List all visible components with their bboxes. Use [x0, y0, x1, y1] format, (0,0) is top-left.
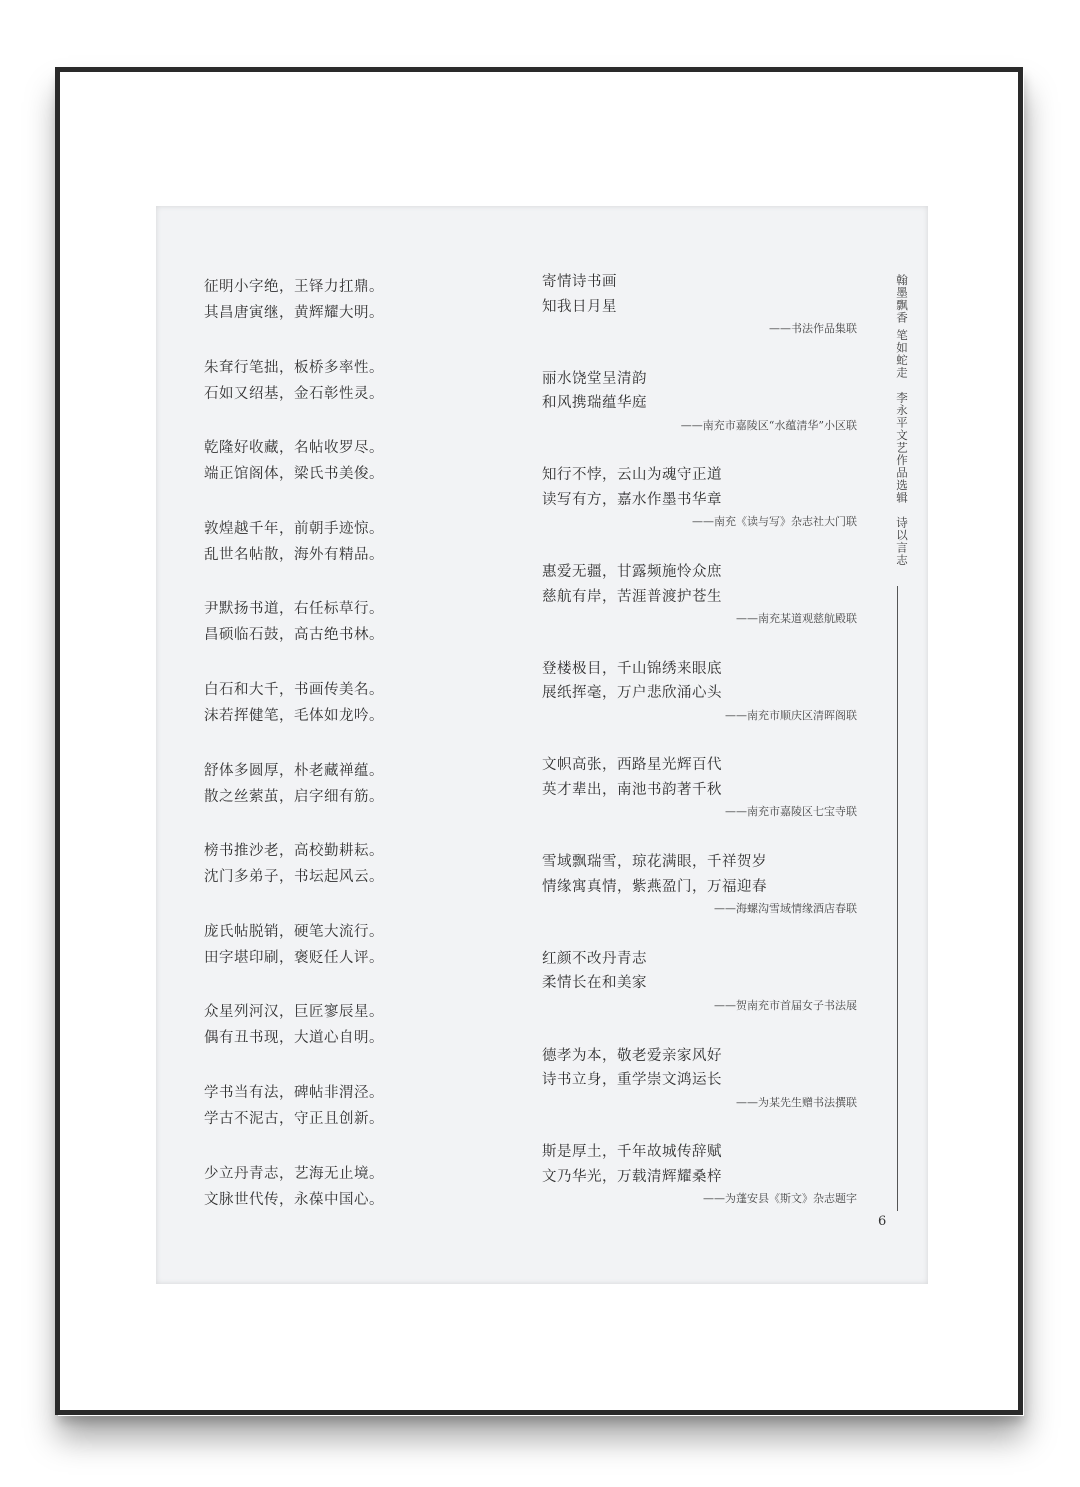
- poem-stanza: [204, 596, 504, 677]
- poem-stanza: [204, 758, 504, 839]
- poem-line: 尹默扬书道，右任标草行。: [204, 601, 384, 618]
- couplet-line: 德孝为本，敬老爱亲家风好: [542, 1047, 722, 1064]
- poem-stanza: [204, 435, 504, 516]
- couplet-line: 文帜高张，西路星光辉百代: [542, 757, 722, 774]
- poem-line: 乱世名帖散，海外有精品。: [204, 546, 384, 563]
- couplet-entry: [542, 367, 857, 464]
- poem-line: 征明小字绝，王铎力扛鼎。: [204, 279, 384, 295]
- poem-column: [204, 274, 504, 1241]
- poem-stanza: [204, 516, 504, 597]
- couplet-entry: [542, 270, 857, 367]
- poem-line: 沫若挥健笔，毛体如龙吟。: [204, 707, 384, 724]
- poem-line: 学古不泥古，守正且创新。: [204, 1110, 384, 1127]
- picture-frame: [55, 67, 1023, 1415]
- couplet-entry: [542, 463, 857, 560]
- couplet-line: 知行不悖，云山为魂守正道: [542, 467, 722, 484]
- couplet-attribution: ——南充某道观慈航殿联: [736, 612, 857, 626]
- poem-line: 石如又绍基，金石彰性灵。: [204, 385, 384, 402]
- couplet-attribution: ——书法作品集联: [769, 322, 857, 335]
- couplet-attribution: ——为蓬安县《斯文》杂志题字: [703, 1192, 857, 1206]
- couplet-line: 知我日月星: [542, 298, 617, 315]
- couplet-attribution: ——南充市嘉陵区“水蕴清华”小区联: [680, 418, 857, 432]
- couplet-line: 读写有方，嘉水作墨书华章: [542, 491, 722, 508]
- poem-line: 众星列河汉，巨匠寥辰星。: [204, 1004, 384, 1021]
- couplet-line: 英才辈出，南池书韵著千秋: [542, 781, 722, 798]
- couplet-column: [542, 270, 857, 1237]
- poem-line: 沈门多弟子，书坛起风云。: [204, 869, 384, 886]
- poem-stanza: [204, 838, 504, 919]
- couplet-attribution: ——海螺沟雪域情缘酒店春联: [714, 902, 857, 916]
- couplet-attribution: ——贺南充市首届女子书法展: [714, 998, 857, 1012]
- poem-line: 庞氏帖脱销，硬笔大流行。: [204, 923, 384, 940]
- couplet-line: 诗书立身，重学崇文鸿运长: [542, 1072, 722, 1088]
- page-number: 6: [878, 1214, 887, 1229]
- poem-line: 其昌唐寅继，黄辉耀大明。: [204, 305, 384, 321]
- poem-line: 舒体多圆厚，朴老藏禅蕴。: [204, 762, 384, 779]
- poem-line: 少立丹青志，艺海无止境。: [204, 1165, 384, 1182]
- couplet-entry: [542, 947, 857, 1044]
- poem-stanza: [204, 1161, 504, 1242]
- poem-line: 昌硕临石鼓，高古绝书林。: [204, 627, 384, 644]
- poem-line: 散之丝萦茧，启字细有筋。: [204, 788, 384, 805]
- couplet-attribution: ——南充市顺庆区清晖阁联: [725, 708, 857, 722]
- running-header: 翰墨飘香 笔如蛇走 李永平文艺作品选辑 诗以言志: [895, 274, 909, 567]
- couplet-entry: [542, 1140, 857, 1237]
- poem-line: 田字堪印刷，褒贬任人评。: [204, 949, 384, 966]
- poem-line: 偶有丑书现，大道心自明。: [204, 1030, 384, 1047]
- poem-stanza: [204, 1080, 504, 1161]
- poem-line: 白石和大千，书画传美名。: [204, 681, 384, 698]
- couplet-attribution: ——南充《读与写》杂志社大门联: [692, 515, 857, 529]
- couplet-line: 慈航有岸，苦涯普渡护苍生: [542, 588, 722, 605]
- couplet-entry: [542, 657, 857, 754]
- couplet-line: 丽水饶堂呈清韵: [542, 370, 647, 387]
- couplet-attribution: ——为某先生赠书法撰联: [736, 1095, 857, 1109]
- poem-stanza: [204, 274, 504, 355]
- couplet-entry: [542, 753, 857, 850]
- couplet-entry: [542, 1044, 857, 1141]
- poem-line: 朱耷行笔拙，板桥多率性。: [204, 359, 384, 376]
- book-page: [156, 206, 928, 1284]
- couplet-line: 和风携瑞蕴华庭: [542, 395, 647, 412]
- couplet-entry: [542, 850, 857, 947]
- margin-rule: [897, 586, 898, 1211]
- poem-stanza: [204, 919, 504, 1000]
- poem-line: 榜书推沙老，高校勤耕耘。: [204, 843, 384, 860]
- poem-line: 敦煌越千年，前朝手迹惊。: [204, 520, 384, 537]
- poem-stanza: [204, 999, 504, 1080]
- couplet-line: 雪域飘瑞雪，琼花满眼，千祥贺岁: [542, 854, 767, 871]
- couplet-line: 寄情诗书画: [542, 274, 617, 290]
- couplet-attribution: ——南充市嘉陵区七宝寺联: [725, 805, 857, 819]
- couplet-line: 情缘寓真情，紫燕盈门，万福迎春: [542, 878, 767, 895]
- couplet-line: 柔情长在和美家: [542, 975, 647, 992]
- couplet-line: 斯是厚土，千年故城传辞赋: [542, 1144, 722, 1161]
- poem-stanza: [204, 677, 504, 758]
- poem-line: 乾隆好收藏，名帖收罗尽。: [204, 440, 384, 457]
- couplet-line: 惠爱无疆，甘露频施怜众庶: [542, 564, 722, 581]
- poem-line: 端正馆阁体，梁氏书美俊。: [204, 466, 384, 483]
- poem-stanza: [204, 355, 504, 436]
- poem-line: 文脉世代传，永葆中国心。: [204, 1191, 384, 1208]
- couplet-line: 展纸挥毫，万户悲欣涌心头: [542, 685, 722, 702]
- couplet-entry: [542, 560, 857, 657]
- couplet-line: 登楼极目，千山锦绣来眼底: [542, 660, 722, 677]
- couplet-line: 文乃华光，万载清辉耀桑梓: [542, 1168, 722, 1185]
- poem-line: 学书当有法，碑帖非渭泾。: [204, 1084, 384, 1101]
- couplet-line: 红颜不改丹青志: [542, 950, 647, 967]
